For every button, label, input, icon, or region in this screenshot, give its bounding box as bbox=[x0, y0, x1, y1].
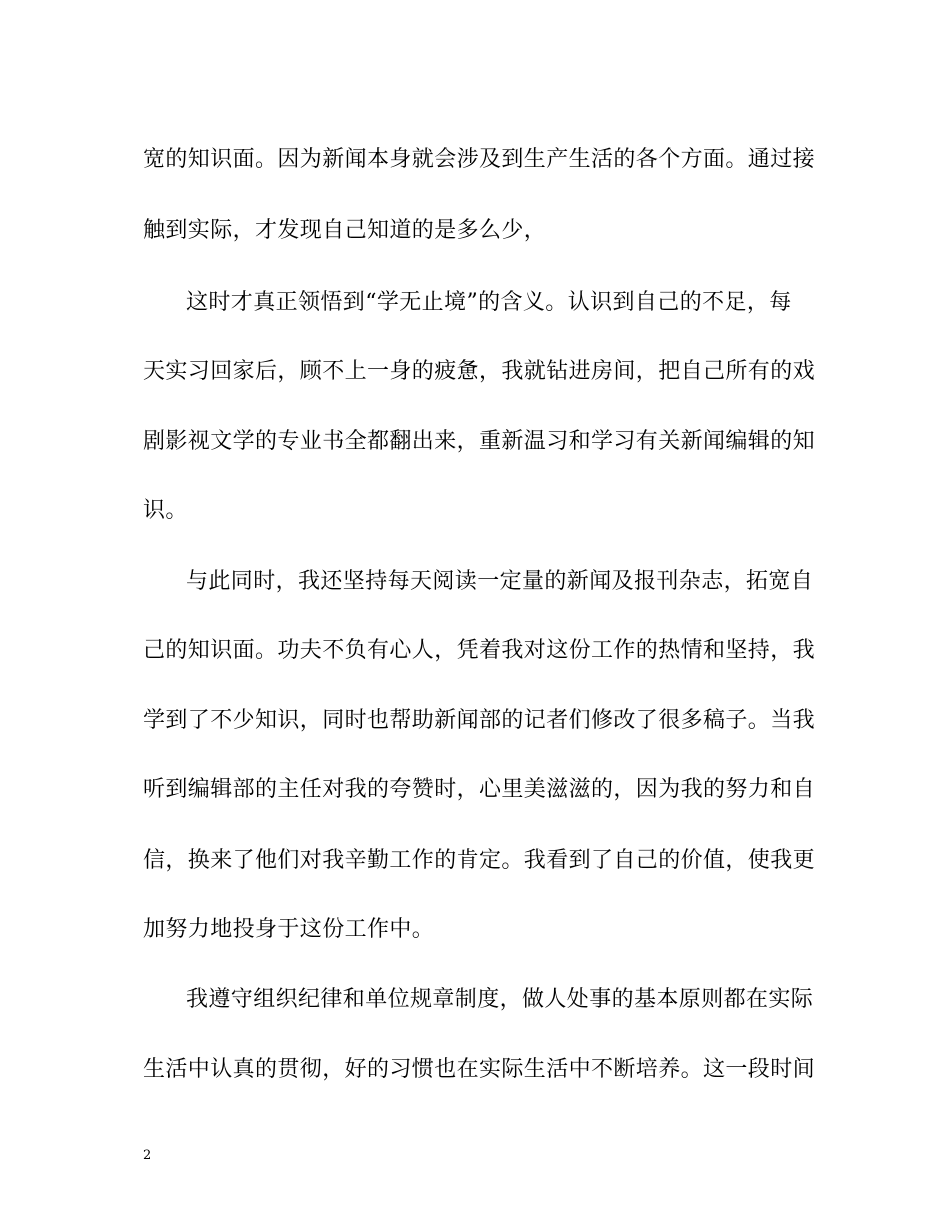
text-line-1: 宽的知识面。因为新闻本身就会涉及到生产生活的各个方面。通过接 bbox=[143, 147, 816, 172]
text-line-2: 触到实际，才发现自己知道的是多么少， bbox=[143, 218, 547, 243]
text-line-7: 与此同时，我还坚持每天阅读一定量的新闻及报刊杂志，拓宽自 bbox=[186, 569, 814, 594]
page-number: 2 bbox=[143, 1148, 152, 1163]
text-line-9: 学到了不少知识，同时也帮助新闻部的记者们修改了很多稿子。当我 bbox=[143, 708, 816, 733]
text-line-13: 我遵守组织纪律和单位规章制度，做人处事的基本原则都在实际 bbox=[186, 987, 814, 1012]
text-line-12: 加努力地投身于这份工作中。 bbox=[143, 917, 435, 942]
text-line-5: 剧影视文学的专业书全都翻出来，重新温习和学习有关新闻编辑的知 bbox=[143, 429, 816, 454]
text-line-4: 天实习回家后，顾不上一身的疲惫，我就钻进房间，把自己所有的戏 bbox=[143, 359, 816, 384]
text-line-14: 生活中认真的贯彻，好的习惯也在实际生活中不断培养。这一段时间 bbox=[143, 1057, 816, 1082]
text-line-11: 信，换来了他们对我辛勤工作的肯定。我看到了自己的价值，使我更 bbox=[143, 848, 816, 873]
text-line-6: 识。 bbox=[143, 498, 188, 523]
text-line-10: 听到编辑部的主任对我的夸赞时，心里美滋滋的，因为我的努力和自 bbox=[143, 777, 816, 802]
text-line-8: 己的知识面。功夫不负有心人，凭着我对这份工作的热情和坚持，我 bbox=[143, 638, 816, 663]
text-line-3: 这时才真正领悟到“学无止境”的含义。认识到自己的不足，每 bbox=[186, 290, 792, 315]
